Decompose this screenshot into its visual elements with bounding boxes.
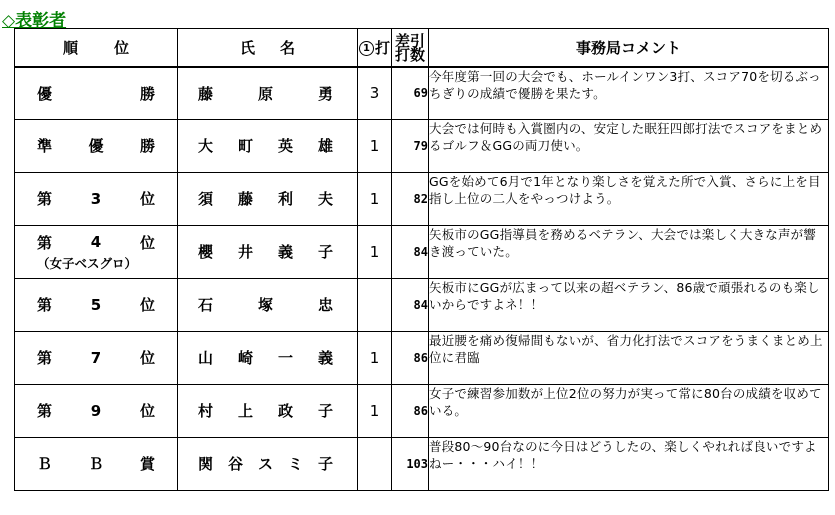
char: 政 xyxy=(277,402,293,420)
net-strokes: 69 xyxy=(392,67,429,119)
player-name-cell xyxy=(178,67,358,119)
header-net-line1: 差引 xyxy=(394,31,425,50)
rank-cell xyxy=(15,437,178,490)
table-row xyxy=(15,67,829,119)
header-name xyxy=(178,29,358,68)
table-row xyxy=(15,278,829,331)
char: 一 xyxy=(277,349,293,367)
char: 山 xyxy=(198,349,214,367)
circled-one-icon: 1 xyxy=(359,41,374,56)
player-name-cell xyxy=(178,437,358,490)
player-name-cell xyxy=(178,119,358,172)
office-comment: 矢板市にGGが広まって以来の超ベテラン、86歳で頑張れるのも楽しいからですよネ！！ xyxy=(429,278,829,331)
header-hole-in-one-label: 打 xyxy=(374,39,390,57)
rank-label xyxy=(15,453,177,474)
rank-label xyxy=(15,83,177,104)
char: 谷 xyxy=(227,455,243,473)
rank-cell xyxy=(15,384,178,437)
hole-in-one-count: 3 xyxy=(358,67,392,119)
char: 優 xyxy=(88,137,104,155)
hole-in-one-count: 1 xyxy=(358,331,392,384)
net-strokes: 86 xyxy=(392,331,429,384)
char: 第 xyxy=(37,296,53,314)
office-comment: GGを始めて6月で1年となり楽しさを覚えた所で入賞、さらに上を目指し上位の二人をやっつけよう。 xyxy=(429,172,829,225)
char: 上 xyxy=(237,402,253,420)
player-name-cell xyxy=(178,331,358,384)
awards-table xyxy=(14,28,829,491)
char: 子 xyxy=(317,402,333,420)
char: 井 xyxy=(237,243,253,261)
char: 大 xyxy=(198,137,214,155)
player-name-cell xyxy=(178,225,358,278)
char: 関 xyxy=(198,455,214,473)
char: 忠 xyxy=(317,296,333,314)
char: 第 xyxy=(37,233,53,252)
player-name-cell xyxy=(178,278,358,331)
char: Ｂ xyxy=(37,455,53,473)
rank-label xyxy=(15,135,177,156)
header-row xyxy=(15,29,829,68)
office-comment: 最近腰を痛め復帰間もないが、省力化打法でスコアをうまくまとめ上位に君臨 xyxy=(429,331,829,384)
char: 順 xyxy=(63,39,79,57)
rank-cell xyxy=(15,225,178,278)
char: 子 xyxy=(317,455,333,473)
table-row xyxy=(15,331,829,384)
office-comment: 女子で練習参加数が上位2位の努力が実って常に80台の成績を収めている。 xyxy=(429,384,829,437)
char: 義 xyxy=(317,349,333,367)
player-name xyxy=(178,188,357,209)
header-comment: 事務局コメント xyxy=(429,29,829,68)
net-strokes: 84 xyxy=(392,278,429,331)
hole-in-one-count: 1 xyxy=(358,384,392,437)
char: 勝 xyxy=(139,137,155,155)
net-strokes: 79 xyxy=(392,119,429,172)
hole-in-one-count: 1 xyxy=(358,119,392,172)
char: 位 xyxy=(139,349,155,367)
rank-cell xyxy=(15,278,178,331)
table-row xyxy=(15,119,829,172)
char: 第 xyxy=(37,402,53,420)
char: 藤 xyxy=(237,190,253,208)
char: 夫 xyxy=(317,190,333,208)
player-name xyxy=(178,83,357,104)
char: 準 xyxy=(37,137,53,155)
office-comment: 普段80～90台なのに今日はどうしたの、楽しくやれれば良いですよねー・・・ハイ！！ xyxy=(429,437,829,490)
char: 9 xyxy=(90,401,102,420)
char: 子 xyxy=(317,243,333,261)
player-name xyxy=(178,453,357,474)
rank-label xyxy=(15,232,177,253)
char: 原 xyxy=(257,84,273,103)
char: 藤 xyxy=(198,84,214,103)
rank-label xyxy=(15,294,177,315)
char: 英 xyxy=(277,137,293,155)
char: 塚 xyxy=(257,296,273,314)
net-strokes: 82 xyxy=(392,172,429,225)
char: 櫻 xyxy=(198,243,214,261)
char: 位 xyxy=(139,296,155,314)
player-name xyxy=(178,294,357,315)
char: 利 xyxy=(277,190,293,208)
char: 7 xyxy=(90,348,102,367)
rank-label xyxy=(15,188,177,209)
table-row xyxy=(15,225,829,278)
char: 4 xyxy=(90,233,102,251)
char: 崎 xyxy=(237,349,253,367)
char: 勝 xyxy=(139,84,155,103)
rank-cell xyxy=(15,172,178,225)
char: 位 xyxy=(139,190,155,208)
table-row xyxy=(15,172,829,225)
char: 雄 xyxy=(317,137,333,155)
char: ス xyxy=(257,455,273,473)
hole-in-one-count: 1 xyxy=(358,225,392,278)
char: 優 xyxy=(37,84,53,103)
office-comment: 大会では何時も入賞圏内の、安定した眠狂四郎打法でスコアをまとめるゴルフ＆GGの両刀使い。 xyxy=(429,119,829,172)
section-title: ◇表彰者 xyxy=(2,11,67,31)
char: 5 xyxy=(90,295,102,314)
player-name xyxy=(178,400,357,421)
char: 義 xyxy=(277,243,293,261)
player-name xyxy=(178,241,357,262)
char: 名 xyxy=(279,39,295,57)
rank-cell xyxy=(15,67,178,119)
player-name xyxy=(178,135,357,156)
hole-in-one-count xyxy=(358,278,392,331)
rank-subtitle: （女子ベスグロ） xyxy=(37,255,138,271)
player-name-cell xyxy=(178,172,358,225)
net-strokes: 86 xyxy=(392,384,429,437)
char: 町 xyxy=(237,137,253,155)
char: ミ xyxy=(287,455,303,473)
char: 石 xyxy=(198,296,214,314)
table-row xyxy=(15,384,829,437)
char: 位 xyxy=(139,402,155,420)
char: 第 xyxy=(37,190,53,208)
net-strokes: 103 xyxy=(392,437,429,490)
player-name xyxy=(178,347,357,368)
char: 第 xyxy=(37,349,53,367)
char: Ｂ xyxy=(88,455,104,473)
header-hole-in-one xyxy=(358,29,392,68)
char: 賞 xyxy=(139,455,155,473)
rank-cell xyxy=(15,119,178,172)
net-strokes: 84 xyxy=(392,225,429,278)
office-comment: 矢板市のGG指導員を務めるベテラン、大会では楽しく大きな声が響き渡っていた。 xyxy=(429,225,829,278)
hole-in-one-count: 1 xyxy=(358,172,392,225)
char: 位 xyxy=(139,233,155,252)
char: 位 xyxy=(113,39,129,57)
char: 氏 xyxy=(240,39,256,57)
table-row xyxy=(15,437,829,490)
hole-in-one-count xyxy=(358,437,392,490)
header-net-strokes xyxy=(392,29,429,68)
office-comment: 今年度第一回の大会でも、ホールインワン3打、スコア70を切るぶっちぎりの成績で優勝を果たす。 xyxy=(429,67,829,119)
char: 勇 xyxy=(317,84,333,103)
char: 3 xyxy=(90,189,102,208)
rank-label xyxy=(15,400,177,421)
header-rank xyxy=(15,29,178,68)
header-net-line2: 打数 xyxy=(394,45,425,64)
rank-cell xyxy=(15,331,178,384)
char: 村 xyxy=(198,402,214,420)
player-name-cell xyxy=(178,384,358,437)
rank-label xyxy=(15,347,177,368)
char: 須 xyxy=(198,190,214,208)
